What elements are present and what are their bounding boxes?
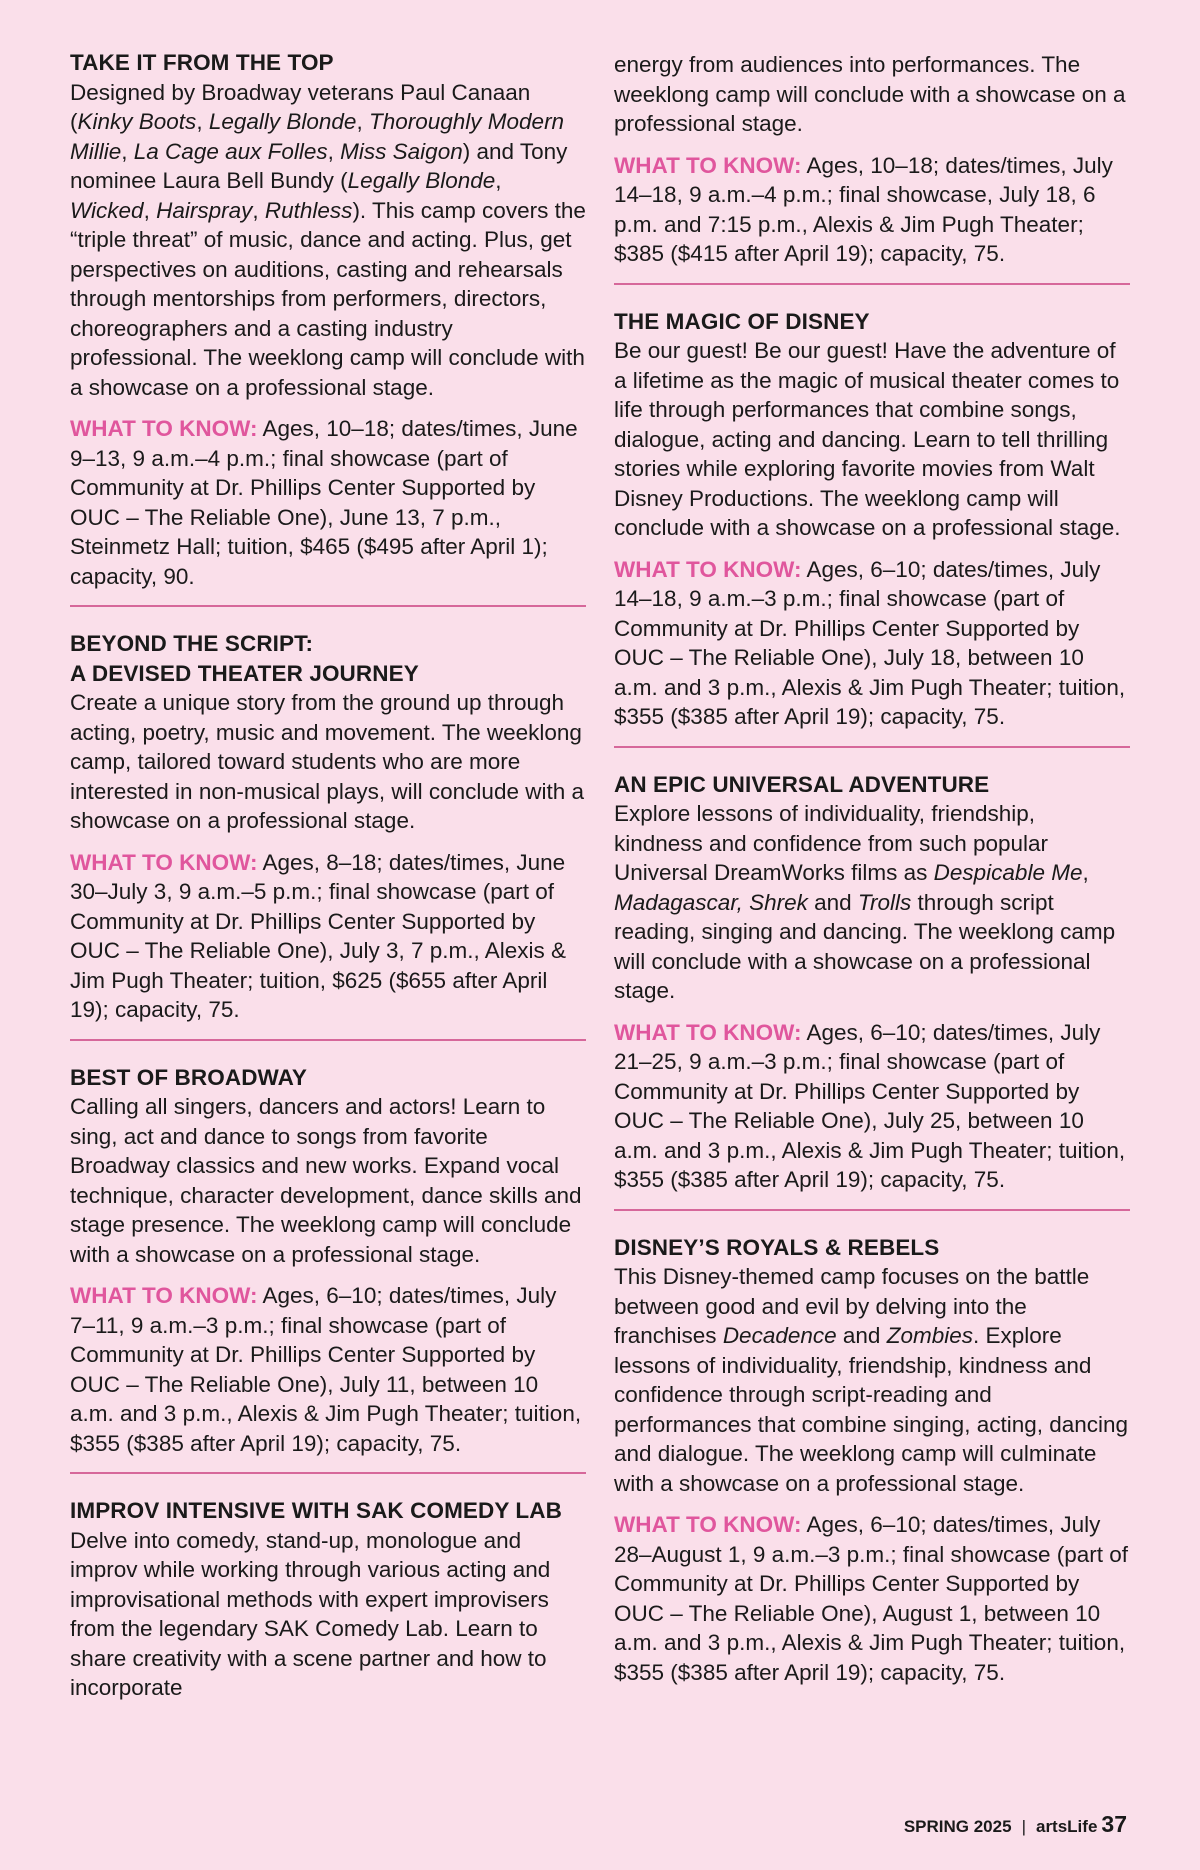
section-body: Be our guest! Be our guest! Have the adventure of a lifetime as the magic of musical theater comes to life through performances that combine songs, dialogue, acting and dancing. Learn to tell thrilling stories while exploring favorite movies from Walt Disney Productions. The weeklong camp will conclude with a showcase on a professional stage. — [614, 338, 1121, 540]
what-to-know — [614, 151, 1130, 269]
what-to-know-label: WHAT TO KNOW: — [70, 416, 258, 441]
section-title: BEST OF BROADWAY — [70, 1064, 308, 1090]
section-divider — [614, 1209, 1130, 1211]
section-body: Calling all singers, dancers and actors! Learn to sing, act and dance to songs from favorite Broadway classics and new works. Expand vocal technique, character development, dance skills and stage presence. The weeklong camp will conclude with a showcase on a professional stage. — [70, 1094, 582, 1267]
what-to-know-label: WHAT TO KNOW: — [614, 152, 802, 178]
section-divider — [70, 1039, 586, 1041]
section-divider — [614, 283, 1130, 285]
section-epic-universal-adventure — [614, 770, 1130, 1195]
magazine-name: artsLife — [1035, 1817, 1098, 1836]
what-to-know — [614, 1018, 1130, 1195]
what-to-know-text: Ages, 10–18; dates/times, June 9–13, 9 a.m.–4 p.m.; final showcase (part of Community at Dr. Phillips Center Supported by OUC – The Reliable One), June 13, 7 p.m., Steinmetz Hall; tuition, $465 ($495 after April 1); capacity, 90. — [70, 416, 578, 589]
what-to-know — [70, 1281, 586, 1458]
section-improv-intensive — [70, 1496, 586, 1703]
section-divider — [70, 605, 586, 607]
what-to-know — [70, 414, 586, 591]
section-title: AN EPIC UNIVERSAL ADVENTURE — [614, 771, 990, 797]
section-title: DISNEY’S ROYALS & REBELS — [614, 1234, 940, 1260]
section-title: BEYOND THE SCRIPT: A DEVISED THEATER JOURNEY — [70, 631, 419, 686]
left-column — [70, 48, 586, 1703]
section-body: Create a unique story from the ground up through acting, poetry, music and movement. The weeklong camp, tailored toward students who are more interested in non-musical plays, will conclude with a showcase on a professional stage. — [70, 690, 584, 833]
what-to-know-label: WHAT TO KNOW: — [614, 556, 802, 582]
section-title: TAKE IT FROM THE TOP — [70, 50, 334, 75]
what-to-know-text: Ages, 8–18; dates/times, June 30–July 3, 9 a.m.–5 p.m.; final showcase (part of Community at Dr. Phillips Center Supported by OUC – The Reliable One), July 3, 7 p.m., Alexis & Jim Pugh Theater; tuition, $625 ($655 after April 19); capacity, 75. — [70, 849, 567, 1022]
what-to-know-label: WHAT TO KNOW: — [614, 1512, 802, 1537]
section-title: IMPROV INTENSIVE WITH SAK COMEDY LAB — [70, 1498, 562, 1523]
what-to-know-text: Ages, 6–10; dates/times, July 21–25, 9 a.m.–3 p.m.; final showcase (part of Community at Dr. Phillips Center Supported by OUC – The Reliable One), July 25, between 10 a.m. and 3 p.m., Alexis & Jim Pugh Theater; tuition, $355 ($385 after April 19); capacity, 75. — [614, 1019, 1126, 1192]
what-to-know — [614, 555, 1130, 732]
what-to-know — [70, 848, 586, 1025]
section-divider — [70, 1472, 586, 1474]
issue-season: SPRING 2025 — [903, 1817, 1012, 1836]
what-to-know-text: Ages, 6–10; dates/times, July 14–18, 9 a.m.–3 p.m.; final showcase (part of Community at Dr. Phillips Center Supported by OUC – The Reliable One), July 18, between 10 a.m. and 3 p.m., Alexis & Jim Pugh Theater; tuition, $355 ($385 after April 19); capacity, 75. — [614, 556, 1126, 729]
footer-separator: | — [1021, 1817, 1026, 1836]
what-to-know-text: Ages, 10–18; dates/times, July 14–18, 9 a.m.–4 p.m.; final showcase, July 18, 6 p.m. and 7:15 p.m., Alexis & Jim Pugh Theater; $385 ($415 after April 19); capacity, 75. — [614, 152, 1113, 266]
section-best-of-broadway — [70, 1063, 586, 1459]
what-to-know — [614, 1510, 1130, 1687]
section-improv-continued — [614, 50, 1130, 269]
what-to-know-text: Ages, 6–10; dates/times, July 28–August 1, 9 a.m.–3 p.m.; final showcase (part of Community at Dr. Phillips Center Supported by OUC – The Reliable One), August 1, between 10 a.m. and 3 p.m., Alexis & Jim Pugh Theater; tuition, $355 ($385 after April 19); capacity, 75. — [614, 1512, 1129, 1685]
section-body: Explore lessons of individuality, friendship, kindness and confidence from such popular Universal DreamWorks films as Despicable Me, Madagascar, Shrek and Trolls through script reading, singing and dancing. The weeklong camp will conclude with a showcase on a professional stage. — [614, 801, 1116, 1003]
section-body: This Disney-themed camp focuses on the battle between good and evil by delving into the franchises Decadence and Zombies. Explore lessons of individuality, friendship, kindness and confidence through script-reading and performances that combine singing, acting, dancing and dialogue. The weeklong camp will culminate with a showcase on a professional stage. — [614, 1264, 1129, 1496]
section-beyond-the-script — [70, 629, 586, 1025]
continued-text: energy from audiences into performances. The weeklong camp will conclude with a showcase on a professional stage. — [614, 52, 1126, 136]
what-to-know-label: WHAT TO KNOW: — [614, 1019, 802, 1045]
section-divider — [614, 746, 1130, 748]
section-body: Designed by Broadway veterans Paul Canaan (Kinky Boots, Legally Blonde, Thoroughly Modern Millie, La Cage aux Folles, Miss Saigon) and Tony nominee Laura Bell Bundy (Legally Blonde, Wicked, Hairspray, Ruthless). This camp covers the “triple threat” of music, dance and acting. Plus, get perspectives on auditions, casting and rehearsals through mentorships from performers, directors, choreographers and a casting industry professional. The weeklong camp will conclude with a showcase on a professional stage. — [70, 79, 586, 400]
what-to-know-label: WHAT TO KNOW: — [70, 849, 258, 875]
what-to-know-text: Ages, 6–10; dates/times, July 7–11, 9 a.m.–3 p.m.; final showcase (part of Community at Dr. Phillips Center Supported by OUC – The Reliable One), July 11, between 10 a.m. and 3 p.m., Alexis & Jim Pugh Theater; tuition, $355 ($385 after April 19); capacity, 75. — [70, 1283, 582, 1456]
what-to-know-label: WHAT TO KNOW: — [70, 1283, 258, 1308]
section-take-it-from-the-top — [70, 48, 586, 591]
page-number: 37 — [1101, 1811, 1127, 1837]
section-magic-of-disney — [614, 307, 1130, 732]
section-title: THE MAGIC OF DISNEY — [614, 308, 870, 334]
right-column — [614, 50, 1130, 1687]
section-royals-and-rebels — [614, 1233, 1130, 1688]
section-body: Delve into comedy, stand-up, monologue and improv while working through various acting and improvisational methods with expert improvisers from the legendary SAK Comedy Lab. Learn to share creativity with a scene partner and how to incorporate — [70, 1527, 551, 1700]
page-footer — [904, 1812, 1127, 1839]
